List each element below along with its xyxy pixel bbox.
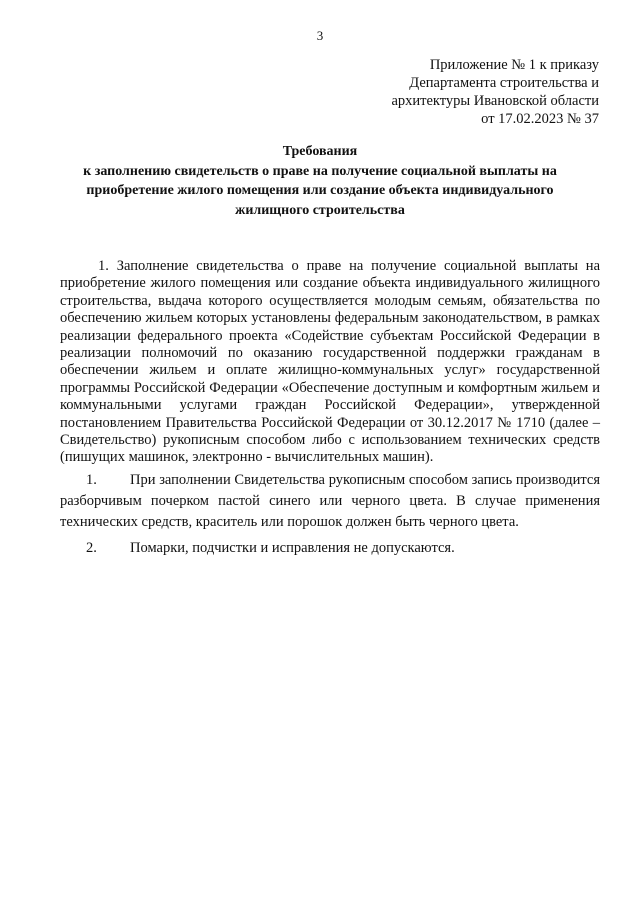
appendix-date-line: от 17.02.2023 № 37: [481, 111, 599, 127]
title-line: приобретение жилого помещения или создание объекта индивидуального: [86, 183, 554, 198]
title-line: Требования: [282, 144, 358, 159]
appendix-line: Департамента строительства и: [409, 75, 599, 91]
appendix-header: [299, 56, 599, 128]
item-number: 1.: [86, 471, 97, 488]
item-text: Помарки, подчистки и исправления не допускаются.: [130, 539, 455, 556]
numbered-item-1: [60, 470, 600, 533]
numbered-item-2: [60, 540, 600, 557]
appendix-line: Приложение № 1 к приказу: [429, 57, 599, 73]
title-line: жилищного строительства: [235, 202, 405, 218]
item-number: 2.: [86, 539, 97, 556]
appendix-line: архитектуры Ивановской области: [391, 93, 599, 109]
title-line: к заполнению свидетельств о праве на получение социальной выплаты на: [83, 163, 557, 179]
paragraph-1: 1. Заполнение свидетельства о праве на получение социальной выплаты на приобретение жилого помещения или создание объекта индивидуального жилищного строительства, выдача которого осуществляется молодым семьям, обязательства по обеспечению жильем которых установлены федеральным законодательством, в рамках реализации федерального проекта «Содействие субъектам Российской Федерации в реализации полномочий по оказанию государственной поддержки гражданам в обеспечении жильем и оплате жилищно-коммунальных услуг» государственной программы Российской Федерации «Обеспечение доступным и комфортным жильем и коммунальными услугами граждан Российской Федерации», утвержденной постановлением Правительства Российской Федерации от 30.12.2017 № 1710 (далее – Свидетельство) рукописным способом либо с использованием технических средств (пишущих машинок, электронно - вычислительных машин).: [60, 258, 600, 466]
document-body: [60, 258, 600, 557]
item-text: При заполнении Свидетельства рукописным способом запись производится разборчивым почерком пастой синего или черного цвета. В случае применения технических средств, краситель или порошок должен быть черного цвета.: [60, 471, 600, 530]
document-title: [40, 142, 600, 220]
page-number: 3: [316, 28, 324, 43]
